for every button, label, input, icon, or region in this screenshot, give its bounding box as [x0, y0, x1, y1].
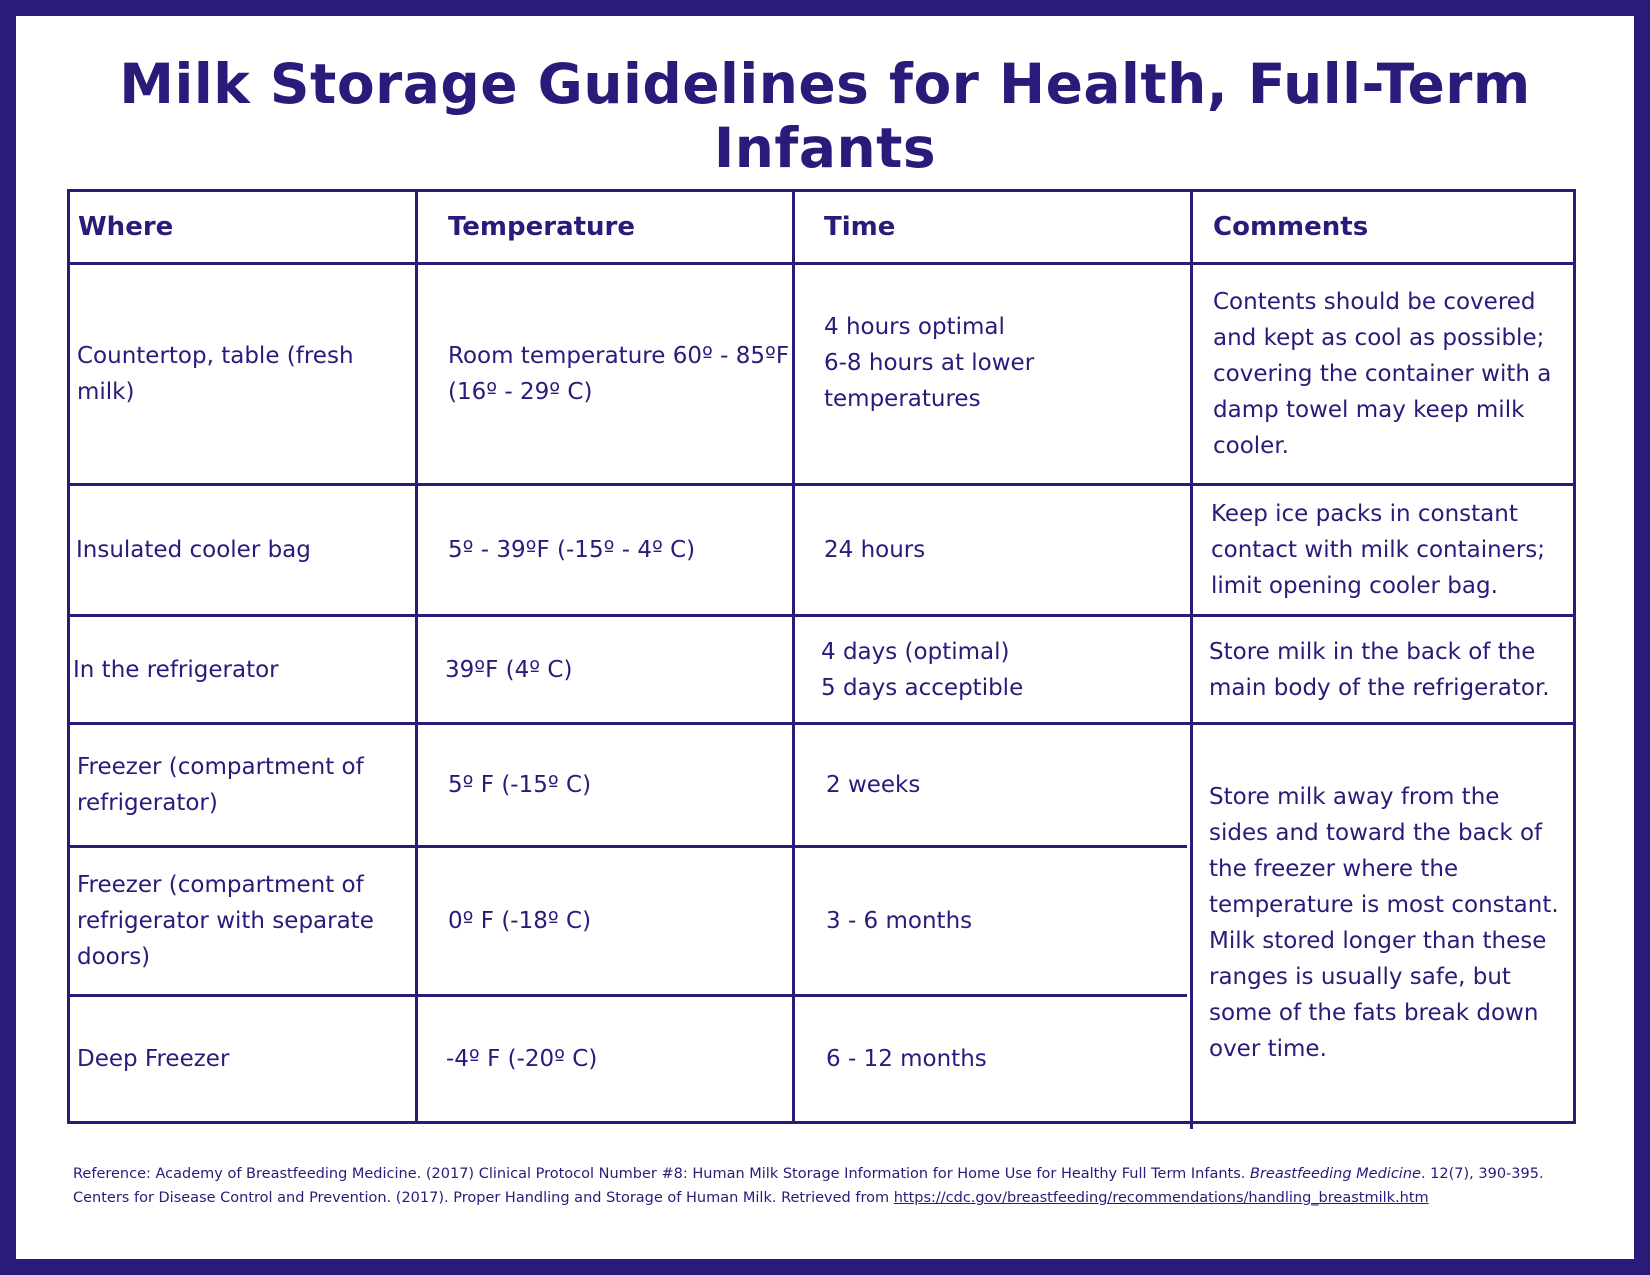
where-text: Freezer (compartment of refrigerator): [77, 754, 364, 816]
table-column-divider: [415, 189, 418, 1124]
time-line: 3 - 6 months: [826, 908, 973, 934]
row-refrigerator-comments: [1209, 617, 1559, 722]
row-refrigerator-time: [821, 617, 1187, 722]
row-separate-freezer-where: [77, 848, 397, 994]
row-countertop-temperature: [448, 265, 790, 483]
header-time: Time: [824, 212, 896, 242]
row-freezer-time: [826, 725, 1186, 845]
reference-text: Reference: Academy of Breastfeeding Medicine. (2017) Clinical Protocol Number #8: Human Milk Storage Information for Home Use for Healthy Full Term Infants.: [73, 1166, 1246, 1182]
table-column-divider: [792, 189, 795, 1124]
time-line: 24 hours: [824, 537, 926, 563]
row-separate-freezer-time: [826, 848, 1186, 994]
time-line: 6-8 hours at lower temperatures: [824, 350, 1035, 412]
freezer-comments: [1209, 725, 1559, 1121]
table-border-left: [67, 189, 70, 1124]
cdc-reference-link[interactable]: https://cdc.gov/breastfeeding/recommendations/handling_breastmilk.htm: [893, 1190, 1429, 1206]
comments-text: Store milk in the back of the main body of the refrigerator.: [1209, 638, 1550, 701]
comments-text: Store milk away from the sides and toward the back of the freezer where the temperature is most constant. Milk stored longer than these ranges is usually safe, but some of the fats break down over time.: [1209, 784, 1559, 1062]
temperature-line: 39ºF (4º C): [445, 656, 573, 683]
header-where: Where: [78, 212, 174, 242]
row-countertop-time: [824, 265, 1190, 461]
time-line: 2 weeks: [826, 772, 921, 798]
where-text: Insulated cooler bag: [76, 537, 311, 563]
temperature-line: (16º - 29º C): [448, 379, 593, 405]
temperature-line: -4º F (-20º C): [446, 1046, 598, 1072]
where-text: Freezer (compartment of refrigerator with separate doors): [77, 872, 374, 970]
where-text: Deep Freezer: [77, 1046, 230, 1072]
time-line: 5 days acceptible: [821, 674, 1024, 701]
temperature-line: 5º - 39ºF (-15º - 4º C): [448, 537, 696, 563]
reference-text: Centers for Disease Control and Prevention. (2017). Proper Handling and Storage of Human Milk. Retrieved from: [73, 1190, 890, 1206]
comments-text: Contents should be covered and kept as cool as possible; covering the container with a damp towel may keep milk cooler.: [1213, 289, 1552, 459]
reference-block: [73, 1162, 1573, 1210]
row-separate-freezer-temperature: [448, 848, 790, 994]
reference-line-2: [73, 1186, 1573, 1210]
storage-table: [67, 189, 1576, 1124]
temperature-line: Room temperature 60º - 85ºF: [448, 343, 790, 369]
row-cooler-temperature: [448, 486, 790, 614]
temperature-line: 5º F (-15º C): [448, 772, 592, 798]
row-freezer-temperature: [448, 725, 790, 845]
row-refrigerator-where: [73, 617, 408, 722]
row-deep-freezer-where: [77, 997, 407, 1121]
where-text: In the refrigerator: [73, 656, 279, 683]
header-comments: Comments: [1213, 212, 1369, 242]
row-countertop-comments: [1213, 265, 1558, 483]
table-border-bottom: [67, 1121, 1576, 1124]
row-countertop-where: [77, 265, 412, 483]
row-cooler-comments: [1211, 486, 1556, 614]
reference-line-1: [73, 1162, 1573, 1186]
row-deep-freezer-temperature: [446, 997, 788, 1121]
where-text: Countertop, table (fresh milk): [77, 343, 354, 405]
row-deep-freezer-time: [826, 997, 1186, 1121]
time-line: 6 - 12 months: [826, 1046, 987, 1072]
reference-journal: Breastfeeding Medicine: [1250, 1166, 1421, 1182]
reference-text: . 12(7), 390-395.: [1420, 1166, 1544, 1182]
row-refrigerator-temperature: [445, 617, 787, 722]
time-line: 4 hours optimal: [824, 314, 1005, 340]
comments-text: Keep ice packs in constant contact with milk containers; limit opening cooler bag.: [1211, 501, 1546, 599]
header-temperature: Temperature: [448, 212, 636, 242]
time-line: 4 days (optimal): [821, 638, 1010, 665]
row-cooler-where: [76, 486, 411, 614]
temperature-line: 0º F (-18º C): [448, 908, 592, 934]
table-border-right: [1573, 189, 1576, 1124]
page-title: Milk Storage Guidelines for Health, Full-Term Infants: [119, 52, 1531, 180]
table-column-divider: [1190, 189, 1193, 1129]
row-cooler-time: [824, 486, 1190, 614]
row-freezer-where: [77, 725, 407, 845]
